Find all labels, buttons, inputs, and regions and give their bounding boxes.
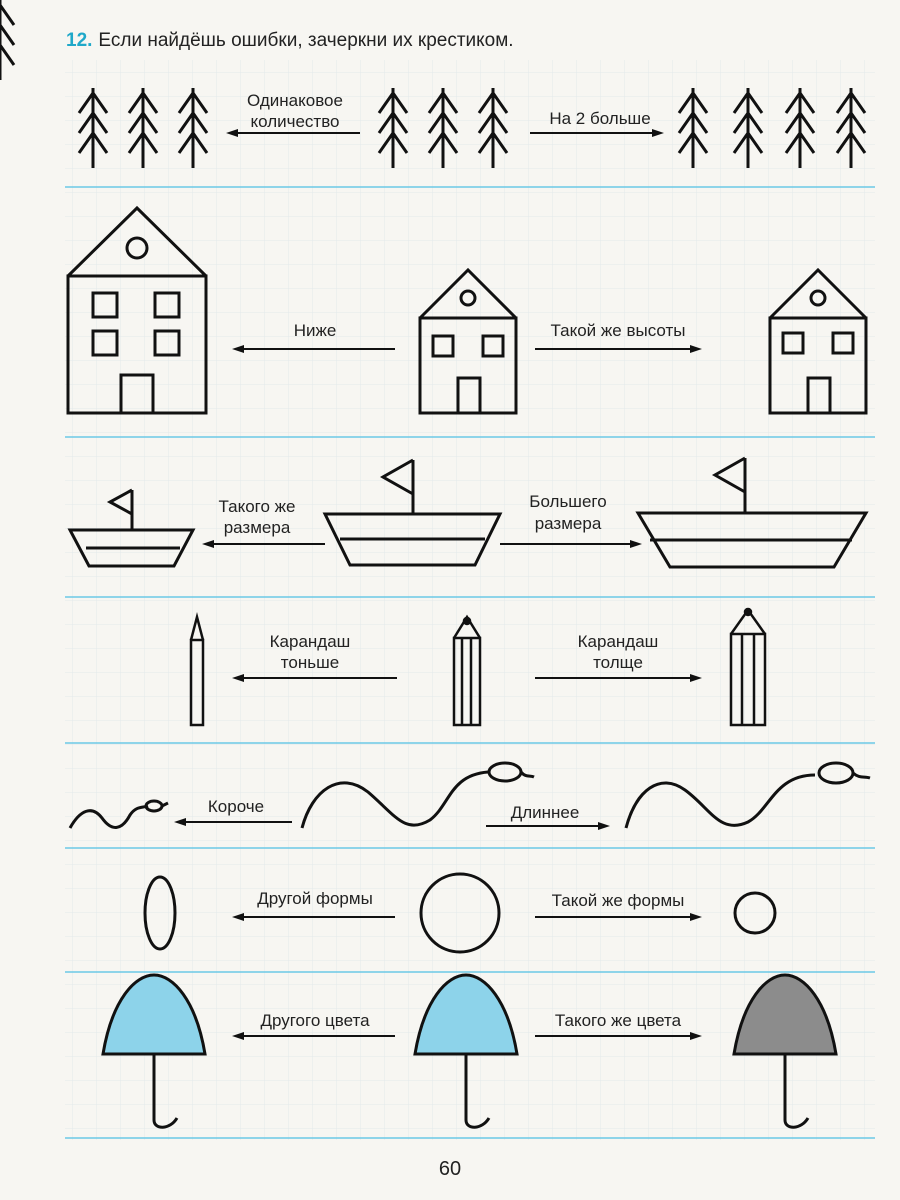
- left-label-line1: Карандаш: [269, 632, 351, 651]
- house-icon: [770, 270, 866, 413]
- right-label: Такой же формы: [551, 891, 685, 910]
- ellipse-icon: [145, 877, 175, 949]
- arrowhead-icon: [690, 1032, 702, 1040]
- task-number: 12.: [66, 30, 93, 51]
- row-shapes: [145, 874, 775, 952]
- right-label-line2: размера: [534, 514, 602, 533]
- page-number: 60: [438, 1158, 462, 1180]
- tree-icon: [429, 88, 457, 168]
- house-icon: [68, 208, 206, 413]
- tree-icon: [786, 88, 814, 168]
- tree-icon: [679, 88, 707, 168]
- arrowhead-icon: [232, 913, 244, 921]
- circle-icon: [421, 874, 499, 952]
- left-label-line1: Одинаковое: [247, 91, 343, 110]
- left-label-line2: размера: [223, 518, 291, 537]
- row-pencils: [191, 609, 765, 725]
- left-label: Другого цвета: [260, 1011, 370, 1030]
- right-label: Такого же цвета: [554, 1011, 682, 1030]
- row-boats: [70, 458, 866, 567]
- row-trees: [0, 0, 865, 168]
- left-label: Короче: [207, 797, 265, 816]
- tree-icon: [479, 88, 507, 168]
- tree-icon: [79, 88, 107, 168]
- left-label-line2: тоньше: [280, 653, 340, 672]
- right-label: На 2 больше: [549, 109, 651, 128]
- arrowhead-icon: [690, 674, 702, 682]
- arrowhead-icon: [232, 1032, 244, 1040]
- snake-icon: [302, 763, 534, 828]
- row-umbrellas: [103, 975, 836, 1127]
- tree-icon: [734, 88, 762, 168]
- umbrella-icon: [103, 975, 205, 1127]
- right-label: Длиннее: [510, 803, 580, 822]
- pencil-icon: [731, 609, 765, 725]
- right-label: Такой же высоты: [550, 321, 686, 340]
- arrowhead-icon: [652, 129, 664, 137]
- arrowhead-icon: [174, 818, 186, 826]
- arrowhead-icon: [690, 913, 702, 921]
- tree-icon: [129, 88, 157, 168]
- arrowhead-icon: [598, 822, 610, 830]
- snake-icon: [70, 801, 168, 828]
- task-text: Если найдёшь ошибки, зачеркни их крестиком.: [98, 30, 514, 51]
- tree-icon: [837, 88, 865, 168]
- row-houses: [68, 208, 866, 413]
- arrowhead-icon: [630, 540, 642, 548]
- pencil-icon: [191, 617, 203, 725]
- arrowhead-icon: [226, 129, 238, 137]
- boat-icon: [325, 460, 500, 565]
- boat-icon: [70, 490, 193, 566]
- arrowhead-icon: [690, 345, 702, 353]
- tree-icon: [0, 0, 14, 80]
- arrowhead-icon: [202, 540, 214, 548]
- pencil-icon: [454, 617, 480, 725]
- umbrella-icon: [734, 975, 836, 1127]
- left-label: Ниже: [293, 321, 337, 340]
- row-snakes: [70, 763, 870, 830]
- tree-icon: [179, 88, 207, 168]
- right-label-line1: Карандаш: [577, 632, 659, 651]
- umbrella-icon: [415, 975, 517, 1127]
- arrowhead-icon: [232, 345, 244, 353]
- snake-icon: [626, 763, 870, 828]
- arrowhead-icon: [232, 674, 244, 682]
- boat-icon: [638, 458, 866, 567]
- right-label-line1: Большего: [529, 492, 607, 511]
- left-label-line2: количество: [250, 112, 340, 131]
- left-label: Другой формы: [257, 889, 373, 908]
- tree-icon: [379, 88, 407, 168]
- circle-icon: [735, 893, 775, 933]
- left-label-line1: Такого же: [218, 497, 296, 516]
- house-icon: [420, 270, 516, 413]
- right-label-line2: толще: [593, 653, 643, 672]
